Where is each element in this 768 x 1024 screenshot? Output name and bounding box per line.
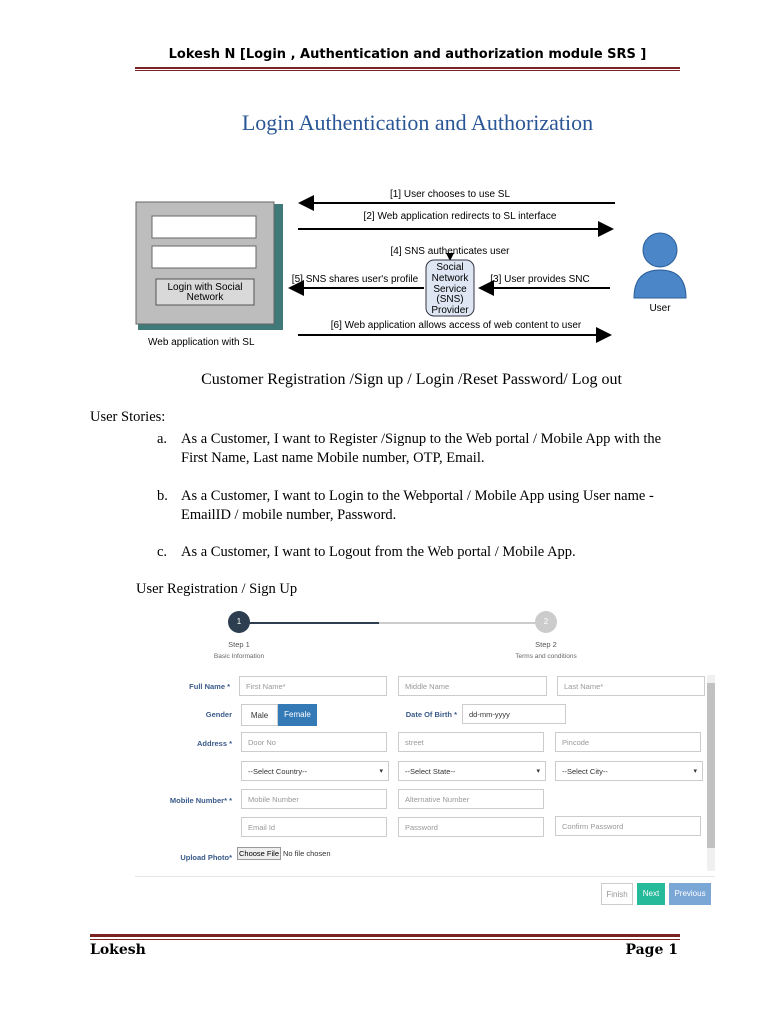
- step-2-label: Step 2: [535, 640, 557, 649]
- chevron-down-icon: ▾: [536, 768, 540, 775]
- state-select-value: --Select State--: [405, 767, 456, 776]
- login-social-text-1: Login with Social: [167, 282, 243, 293]
- street-input[interactable]: street: [398, 732, 544, 752]
- gender-label: Gender: [205, 710, 232, 719]
- user-story-c: [157, 543, 682, 562]
- footer-author: Lokesh: [90, 942, 146, 958]
- sns-line-2: Network: [431, 273, 469, 284]
- sns-line-3: Service: [433, 284, 467, 295]
- city-select-value: --Select City--: [562, 767, 608, 776]
- web-app-input-2: [152, 246, 256, 268]
- confirm-password-input[interactable]: Confirm Password: [555, 816, 701, 836]
- story-marker: a.: [157, 431, 168, 447]
- footer-page-number: Page 1: [625, 942, 678, 958]
- chevron-down-icon: ▾: [693, 768, 697, 775]
- footer-rule-thin: [90, 939, 680, 940]
- pincode-input[interactable]: Pincode: [555, 732, 701, 752]
- section-subtitle: Customer Registration /Sign up / Login /Reset Password/ Log out: [201, 371, 622, 388]
- state-select[interactable]: [398, 761, 546, 781]
- sns-line-4: (SNS): [436, 294, 464, 305]
- story-text: As a Customer, I want to Login to the Webportal / Mobile App using User name - EmailID / mobile number, Password.: [181, 488, 654, 523]
- file-status: No file chosen: [283, 849, 331, 858]
- story-text: As a Customer, I want to Register /Signup to the Web portal / Mobile App with the First Name, Last name Mobile number, OTP, Email.: [181, 431, 662, 466]
- middle-name-input[interactable]: Middle Name: [398, 676, 547, 696]
- user-story-b: [157, 487, 682, 525]
- user-stories-heading: User Stories:: [90, 409, 166, 425]
- full-name-label: Full Name *: [189, 682, 230, 691]
- mobile-number-label: Mobile Number* *: [169, 796, 232, 805]
- registration-form: [135, 604, 715, 910]
- arrow-6-label: [6] Web application allows access of web content to user: [330, 320, 582, 331]
- user-caption: User: [649, 303, 671, 314]
- chevron-down-icon: ▾: [379, 768, 383, 775]
- header-rule: [135, 67, 680, 69]
- form-divider: [135, 876, 715, 877]
- step-progress-active: [239, 622, 379, 624]
- sns-line-1: Social: [436, 262, 464, 273]
- country-select-value: --Select Country--: [248, 767, 308, 776]
- user-story-a: [157, 430, 682, 468]
- arrow-1-label: [1] User chooses to use SL: [389, 189, 511, 200]
- web-app-input-1: [152, 216, 256, 238]
- address-label: Address *: [196, 739, 232, 748]
- story-marker: b.: [157, 488, 168, 504]
- step-1-label: Step 1: [228, 640, 250, 649]
- scrollbar-thumb[interactable]: [707, 683, 715, 848]
- login-social-text-2: Network: [186, 292, 224, 303]
- last-name-input[interactable]: Last Name*: [557, 676, 705, 696]
- user-icon: [634, 233, 686, 298]
- arrow-5-label: [5] SNS shares user's profile: [291, 274, 419, 285]
- web-app-caption: Web application with SL: [148, 337, 255, 348]
- mobile-number-input[interactable]: Mobile Number: [241, 789, 387, 809]
- step-2-sub: Terms and conditions: [515, 653, 577, 660]
- next-button[interactable]: Next: [637, 883, 665, 905]
- step-1-circle[interactable]: 1: [228, 611, 250, 633]
- upload-photo-label: Upload Photo*: [180, 853, 232, 862]
- sns-line-5: Provider: [431, 305, 469, 316]
- gender-female-button[interactable]: Female: [278, 704, 317, 726]
- door-no-input[interactable]: Door No: [241, 732, 387, 752]
- arrow-3-label: [3] User provides SNC: [490, 274, 590, 285]
- choose-file-button[interactable]: Choose File: [238, 849, 280, 858]
- arrow-2-label: [2] Web application redirects to SL interface: [363, 211, 557, 222]
- step-progress-inactive: [379, 622, 539, 624]
- story-marker: c.: [157, 544, 168, 560]
- step-2-circle[interactable]: 2: [535, 611, 557, 633]
- step-1-sub: Basic Information: [213, 653, 265, 660]
- dob-input[interactable]: dd-mm-yyyy: [462, 704, 566, 724]
- form-scrollbar[interactable]: [707, 675, 715, 871]
- social-login-flow-diagram: [130, 180, 700, 355]
- previous-button[interactable]: Previous: [669, 883, 711, 905]
- document-title: Login Authentication and Authorization: [241, 110, 594, 135]
- first-name-input[interactable]: First Name*: [239, 676, 387, 696]
- footer-rule: [90, 934, 680, 937]
- country-select[interactable]: [241, 761, 389, 781]
- story-text: As a Customer, I want to Logout from the Web portal / Mobile App.: [181, 544, 576, 560]
- password-input[interactable]: Password: [398, 817, 544, 837]
- registration-heading: User Registration / Sign Up: [136, 581, 298, 597]
- header-rule-thin: [135, 70, 680, 71]
- finish-button[interactable]: Finish: [601, 883, 633, 905]
- arrow-4-label: [4] SNS authenticates user: [390, 246, 510, 257]
- email-input[interactable]: Email Id: [241, 817, 387, 837]
- page-header: Lokesh N [Login , Authentication and authorization module SRS ]: [168, 47, 647, 62]
- gender-male-button[interactable]: Male: [241, 704, 278, 726]
- alternative-number-input[interactable]: Alternative Number: [398, 789, 544, 809]
- dob-label: Date Of Birth *: [405, 710, 457, 719]
- city-select[interactable]: [555, 761, 703, 781]
